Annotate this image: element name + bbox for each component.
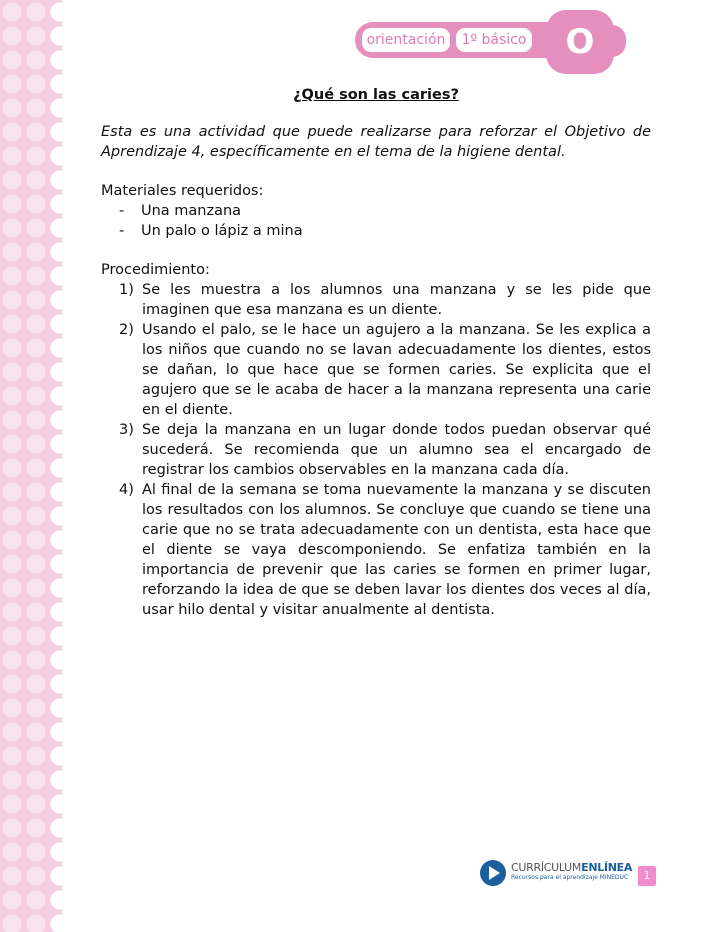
step-text: Al final de la semana se toma nuevamente la manzana y se discuten los resultados con los alumnos. Se concluye que cuando se tiene una carie que no se trata adecuadamente con un dentista, esta hace que el diente se vaya descomponiendo. Se enfatiza también en la importancia de prevenir que las caries se formen en primer lugar, reforzando la idea de que se deben lavar los dientes dos veces al día, usar hilo dental y visitar anualmente al dentista. xyxy=(142,482,651,618)
grade-label: 1º básico xyxy=(456,28,532,52)
step-item xyxy=(101,280,651,320)
materials-heading: Materiales requeridos: xyxy=(101,183,264,199)
intro-paragraph: Esta es una actividad que puede realizarse para reforzar el Objetivo de Aprendizaje 4, específicamente en el tema de la higiene dental. xyxy=(101,124,651,160)
step-item xyxy=(101,420,651,480)
step-item xyxy=(101,480,651,620)
material-text: Un palo o lápiz a mina xyxy=(141,223,303,239)
materials-list xyxy=(101,201,651,241)
logo-text-part1: CURRÍCULUM xyxy=(511,861,582,874)
step-text: Usando el palo, se le hace un agujero a la manzana. Se les explica a los niños que cuando no se lavan adecuadamente los dientes, estos se dañan, lo que hace que se formen caries. Se explicita que el agujero que se le acaba de hacer a la manzana representa una carie en el diente. xyxy=(142,322,651,418)
step-number: 3) xyxy=(119,422,134,438)
document-body xyxy=(101,85,651,620)
page-title: ¿Qué son las caries? xyxy=(293,87,459,103)
list-item: - Una manzana xyxy=(119,203,242,219)
step-text: Se deja la manzana en un lugar donde todos puedan observar qué sucederá. Se recomienda que un alumno sea el encargado de registrar los cambios observables en la manzana cada día. xyxy=(142,422,651,478)
logo-text-part2: ENLÍNEA xyxy=(581,861,633,874)
curriculum-en-linea-logo xyxy=(480,860,632,886)
step-number: 2) xyxy=(119,322,134,338)
subject-label: orientación xyxy=(362,28,450,52)
procedure-steps xyxy=(101,280,651,620)
step-number: 4) xyxy=(119,482,134,498)
procedure-heading: Procedimiento: xyxy=(101,262,210,278)
step-text: Se les muestra a los alumnos una manzana y se les pide que imaginen que esa manzana es un diente. xyxy=(142,282,651,318)
material-text: Una manzana xyxy=(141,203,242,219)
subject-letter: O xyxy=(546,10,614,74)
play-arrow-icon xyxy=(480,860,506,886)
decorative-strip-edge xyxy=(50,0,62,932)
step-item xyxy=(101,320,651,420)
step-number: 1) xyxy=(119,282,134,298)
logo-tagline: Recursos para el aprendizaje MINEDUC xyxy=(511,874,629,881)
list-item: - Un palo o lápiz a mina xyxy=(119,223,303,239)
page-number: 1 xyxy=(638,866,656,886)
